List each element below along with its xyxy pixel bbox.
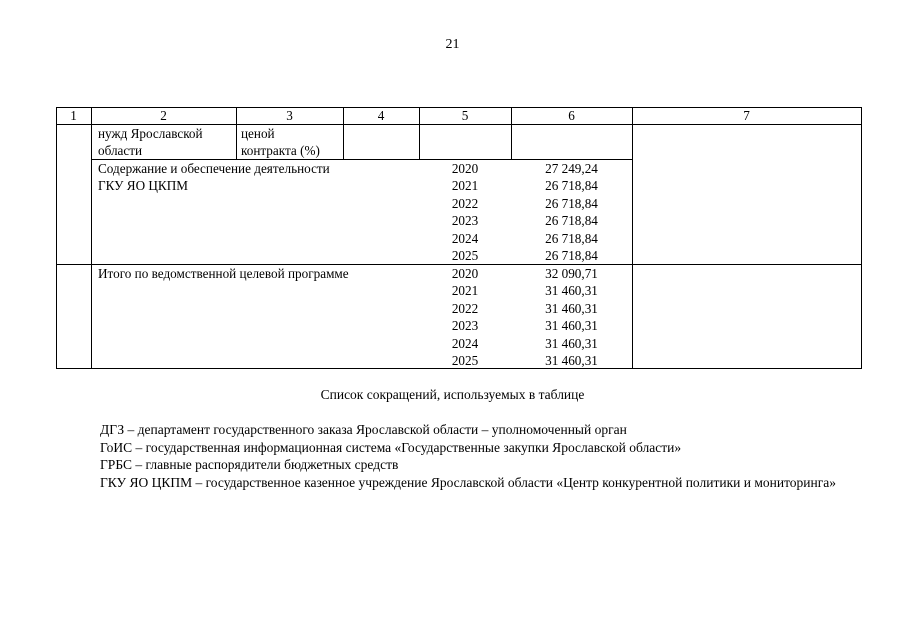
- abbreviation-item: ГКУ ЯО ЦКПМ – государственное казенное учреждение Ярославской области «Центр конкурентной политики и мониторинга»: [100, 474, 837, 490]
- section1-year: 2024: [451, 230, 479, 246]
- section1-year: 2023: [451, 213, 479, 229]
- section2-value: 31 460,31: [545, 353, 598, 368]
- section2-year: 2021: [451, 283, 479, 299]
- section2-value: 31 460,31: [545, 300, 598, 316]
- header-col-7: 7: [743, 108, 750, 123]
- abbreviations-title: Список сокращений, используемых в таблице: [320, 387, 585, 402]
- section2-title: Итого по ведомственной целевой программе: [98, 266, 349, 281]
- section2-year: 2025: [451, 353, 479, 368]
- section1-year: 2025: [451, 248, 479, 263]
- header-col-3: 3: [286, 108, 293, 123]
- header-col-5: 5: [461, 108, 469, 123]
- cont-row-col3-line2: контракта (%): [241, 143, 320, 158]
- section1-year: 2020: [451, 161, 479, 176]
- header-col-2: 2: [160, 108, 167, 123]
- header-col-1: 1: [70, 108, 77, 123]
- abbreviation-item: ГоИС – государственная информационная система «Государственные закупки Ярославской области»: [100, 439, 682, 455]
- section1-value: 26 718,84: [545, 178, 598, 194]
- section2-year: 2023: [451, 318, 479, 334]
- section1-value: 27 249,24: [545, 161, 598, 176]
- section2-year: 2020: [451, 266, 479, 281]
- section1-value: 26 718,84: [545, 195, 598, 211]
- cont-row-col2-line2: области: [98, 143, 143, 158]
- abbreviations-list: [58, 421, 858, 491]
- abbreviation-item: ДГЗ – департамент государственного заказа Ярославской области – уполномоченный орган: [100, 422, 627, 437]
- section2-value: 31 460,31: [545, 335, 598, 351]
- section1-value: 26 718,84: [545, 213, 598, 229]
- section1-value: 26 718,84: [545, 230, 598, 246]
- page-number: 21: [445, 37, 460, 52]
- section1-value: 26 718,84: [545, 248, 598, 263]
- abbreviation-item: ГРБС – главные распорядители бюджетных средств: [100, 457, 399, 473]
- header-col-4: 4: [377, 108, 385, 123]
- section2-year: 2022: [451, 300, 479, 316]
- section2-value: 31 460,31: [545, 318, 598, 334]
- section1-title-line1: Содержание и обеспечение деятельности: [98, 161, 330, 176]
- section1-year: 2021: [451, 178, 479, 194]
- cont-row-col2-line1: нужд Ярославской: [98, 126, 203, 141]
- section1-year: 2022: [451, 195, 479, 211]
- section2-value: 31 460,31: [545, 283, 598, 299]
- cont-row-col3-line1: ценой: [241, 126, 275, 141]
- section2-value: 32 090,71: [545, 266, 598, 281]
- section2-year: 2024: [451, 335, 479, 351]
- section1-title-line2: ГКУ ЯО ЦКПМ: [98, 178, 188, 193]
- header-col-6: 6: [568, 108, 575, 123]
